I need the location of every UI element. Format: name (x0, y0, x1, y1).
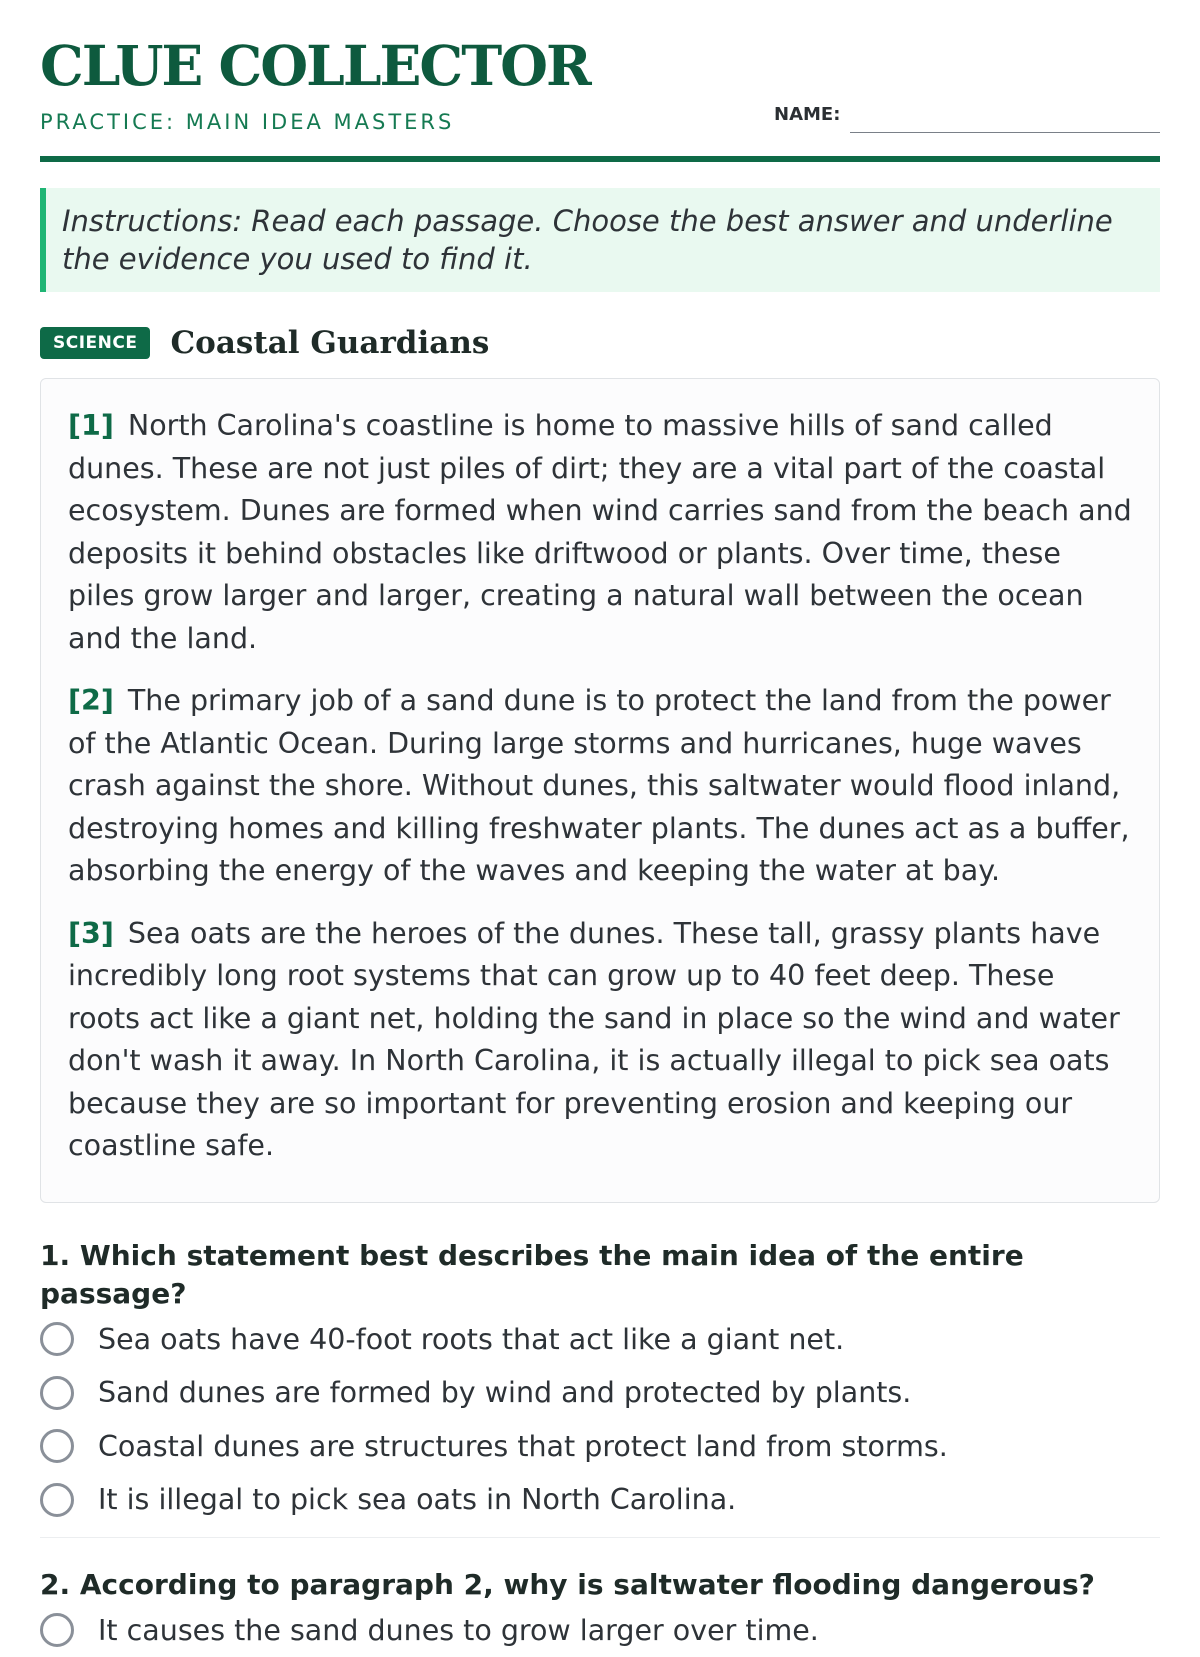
paragraph-text: The primary job of a sand dune is to protect the land from the power of the Atlantic Ocean. During large storms and hurricanes, huge waves crash against the shore. Without dunes, this saltwater would flood inland, destroying homes and killing freshwater plants. The dunes act as a buffer, absorbing the energy of the waves and keeping the water at bay. (68, 684, 1130, 887)
question-2 (40, 1566, 1160, 1657)
answer-option[interactable] (40, 1313, 1160, 1367)
worksheet-subtitle: PRACTICE: MAIN IDEA MASTERS (40, 110, 454, 134)
paragraph-number: [3] (68, 917, 114, 950)
question-stem: 1. Which statement best describes the main idea of the entire passage? (40, 1237, 1160, 1313)
passage-header (40, 325, 1160, 361)
question-divider (40, 1537, 1160, 1538)
option-label: It causes the sand dunes to grow larger over time. (98, 1614, 819, 1647)
passage-title: Coastal Guardians (170, 325, 489, 361)
question-1 (40, 1237, 1160, 1538)
question-stem: 2. According to paragraph 2, why is saltwater flooding dangerous? (40, 1566, 1160, 1604)
name-input-line[interactable] (850, 132, 1160, 133)
answer-option[interactable] (40, 1420, 1160, 1474)
paragraph-text: North Carolina's coastline is home to massive hills of sand called dunes. These are not just piles of dirt; they are a vital part of the coastal ecosystem. Dunes are formed when wind carries sand from the beach and deposits it behind obstacles like driftwood or plants. Over time, these piles grow larger and larger, creating a natural wall between the ocean and the land. (68, 409, 1132, 655)
worksheet-header (40, 0, 1160, 162)
paragraph (68, 405, 1133, 660)
radio-button[interactable] (40, 1376, 74, 1410)
answer-option[interactable] (40, 1366, 1160, 1420)
instructions-box: Instructions: Read each passage. Choose the best answer and underline the evidence you used to find it. (40, 188, 1160, 292)
worksheet-title: CLUE COLLECTOR (40, 38, 590, 93)
option-label: It is illegal to pick sea oats in North Carolina. (98, 1483, 736, 1516)
answer-option[interactable] (40, 1604, 1160, 1657)
paragraph-number: [2] (68, 684, 114, 717)
name-label: NAME: (774, 104, 840, 125)
option-label: Sand dunes are formed by wind and protected by plants. (98, 1376, 911, 1409)
radio-button[interactable] (40, 1429, 74, 1463)
paragraph (68, 680, 1133, 893)
answer-option[interactable] (40, 1473, 1160, 1527)
radio-button[interactable] (40, 1483, 74, 1517)
option-label: Sea oats have 40-foot roots that act like a giant net. (98, 1323, 844, 1356)
passage-box (40, 378, 1160, 1203)
paragraph (68, 913, 1133, 1168)
radio-button[interactable] (40, 1322, 74, 1356)
paragraph-number: [1] (68, 409, 114, 442)
radio-button[interactable] (40, 1613, 74, 1647)
option-label: Coastal dunes are structures that protect land from storms. (98, 1430, 948, 1463)
paragraph-text: Sea oats are the heroes of the dunes. These tall, grassy plants have incredibly long root systems that can grow up to 40 feet deep. These roots act like a giant net, holding the sand in place so the wind and water don't wash it away. In North Carolina, it is actually illegal to pick sea oats because they are so important for preventing erosion and keeping our coastline safe. (68, 917, 1120, 1163)
subject-tag: SCIENCE (40, 327, 150, 359)
